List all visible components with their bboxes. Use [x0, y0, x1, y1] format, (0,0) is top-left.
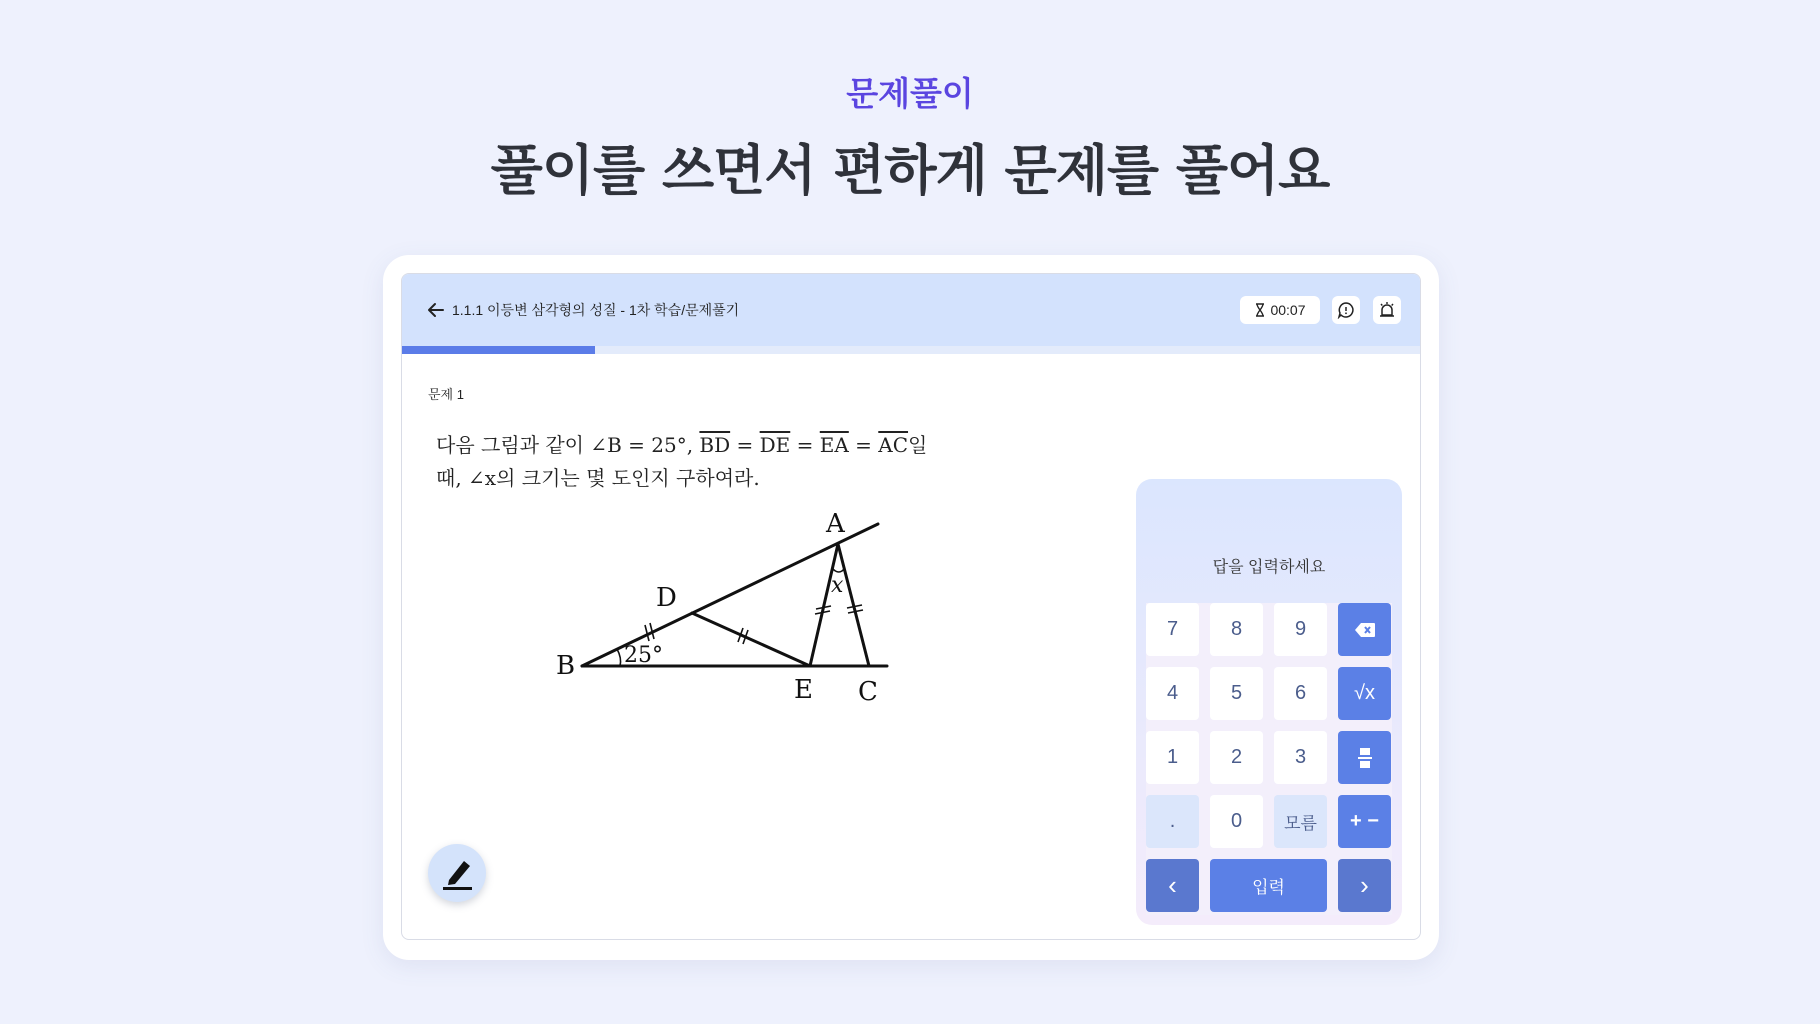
line-de — [692, 613, 810, 666]
line-ac — [838, 544, 869, 666]
label-c: C — [858, 677, 878, 707]
prev-button[interactable]: ‹ — [1146, 859, 1199, 912]
progress-track — [402, 346, 1420, 354]
question-line-1-end: 일 — [908, 433, 928, 457]
key-9[interactable]: 9 — [1274, 603, 1327, 656]
question-number: 문제 1 — [428, 387, 464, 402]
segment-de: $\overline{DE}$ — [759, 433, 791, 457]
next-button[interactable]: › — [1338, 859, 1391, 912]
keypad-keys — [1146, 603, 1392, 915]
fraction-key[interactable] — [1338, 731, 1391, 784]
key-6[interactable]: 6 — [1274, 667, 1327, 720]
fraction-icon — [1358, 747, 1372, 769]
label-a: A — [826, 509, 845, 539]
key-8[interactable]: 8 — [1210, 603, 1263, 656]
label-e: E — [794, 675, 813, 705]
sqrt-key[interactable]: √x — [1338, 667, 1391, 720]
plus-minus-key[interactable]: + − — [1338, 795, 1391, 848]
angle-b-arc — [617, 649, 621, 666]
label-angle-25: 25° — [624, 643, 663, 668]
backspace-icon — [1354, 622, 1376, 638]
label-b: B — [556, 651, 576, 681]
submit-button[interactable]: 입력 — [1210, 859, 1327, 912]
chat-icon — [1337, 301, 1355, 319]
question-line-1 — [436, 429, 956, 462]
segment-bd: $\overline{BD}$ — [699, 433, 731, 457]
decimal-key[interactable]: . — [1146, 795, 1199, 848]
pen-tool-button[interactable] — [428, 844, 486, 902]
hourglass-icon — [1254, 303, 1266, 317]
tablet-frame — [383, 255, 1439, 960]
segment-ea: $\overline{EA}$ — [819, 433, 849, 457]
triangle-figure — [552, 506, 912, 726]
question-text — [436, 429, 956, 495]
chat-button[interactable] — [1332, 296, 1360, 324]
alarm-button[interactable] — [1373, 296, 1401, 324]
breadcrumb: 1.1.1 이등변 삼각형의 성질 - 1차 학습/문제풀기 — [452, 302, 740, 318]
pen-icon — [437, 853, 477, 893]
arrow-left-icon — [426, 300, 446, 320]
key-3[interactable]: 3 — [1274, 731, 1327, 784]
answer-prompt[interactable]: 답을 입력하세요 — [1212, 559, 1326, 576]
timer-value: 00:07 — [1270, 302, 1306, 318]
equals-sign: = — [848, 433, 879, 457]
question-line-1-start: 다음 그림과 같이 ∠B = 25°, — [436, 433, 700, 457]
segment-ac: $\overline{AC}$ — [878, 433, 909, 457]
top-bar — [402, 274, 1420, 346]
key-7[interactable]: 7 — [1146, 603, 1199, 656]
label-x: x — [831, 573, 844, 598]
answer-keypad — [1136, 479, 1402, 925]
label-d: D — [656, 583, 677, 613]
line-ea — [810, 544, 838, 666]
alarm-bell-icon — [1378, 301, 1396, 319]
key-5[interactable]: 5 — [1210, 667, 1263, 720]
backspace-key[interactable] — [1338, 603, 1391, 656]
back-button[interactable] — [426, 300, 446, 320]
app-screen — [401, 273, 1421, 940]
key-4[interactable]: 4 — [1146, 667, 1199, 720]
equals-sign: = — [790, 433, 820, 457]
timer-badge — [1240, 296, 1320, 324]
progress-fill — [402, 346, 595, 354]
key-2[interactable]: 2 — [1210, 731, 1263, 784]
question-line-2: 때, ∠x의 크기는 몇 도인지 구하여라. — [436, 466, 760, 490]
key-0[interactable]: 0 — [1210, 795, 1263, 848]
equals-sign: = — [730, 433, 760, 457]
key-1[interactable]: 1 — [1146, 731, 1199, 784]
unknown-key[interactable]: 모름 — [1274, 795, 1327, 848]
section-eyebrow: 문제풀이 — [846, 74, 974, 113]
section-headline: 풀이를 쓰면서 편하게 문제를 풀어요 — [490, 139, 1330, 202]
